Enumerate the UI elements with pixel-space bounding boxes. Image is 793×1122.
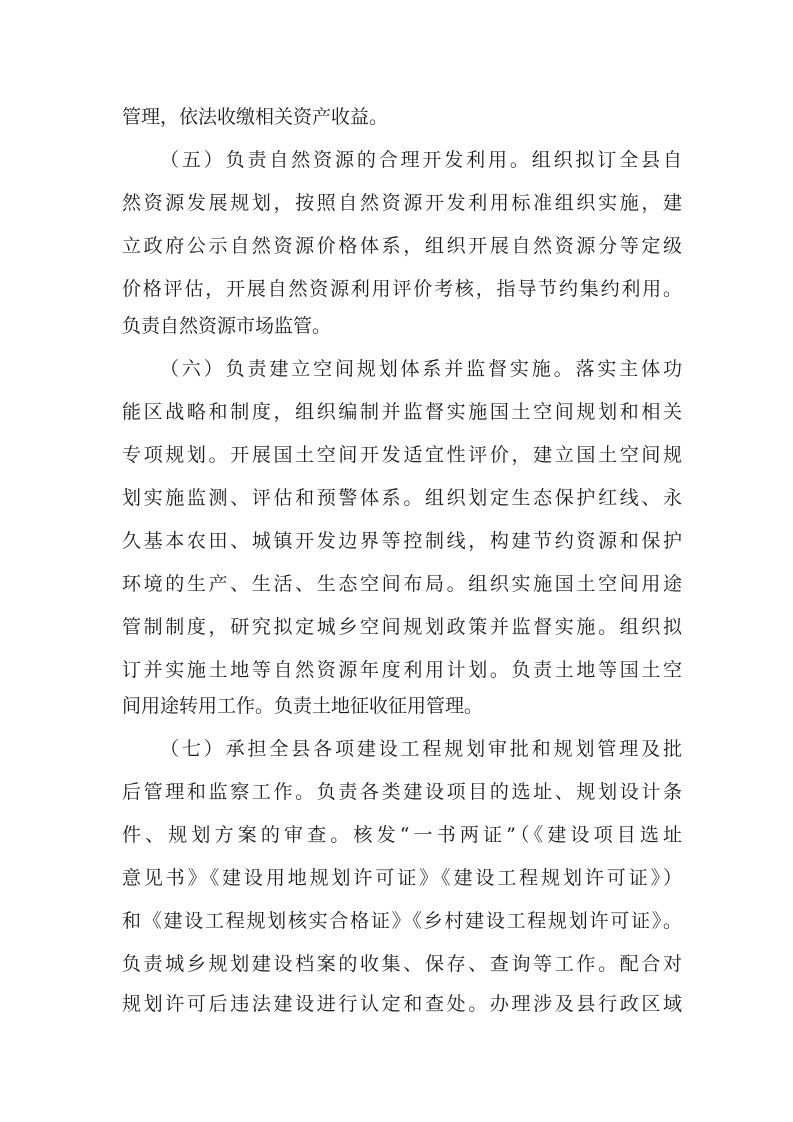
text-line: 后管理和监察工作。负责各类建设项目的选址、规划设计条 bbox=[122, 781, 682, 803]
text-line: 意见书》《建设用地规划许可证》《建设工程规划许可证》） bbox=[122, 867, 682, 889]
text-line: （五）负责自然资源的合理开发利用。组织拟订全县自 bbox=[160, 149, 682, 171]
text-line: （六）负责建立空间规划体系并监督实施。落实主体功 bbox=[160, 358, 682, 380]
text-line: （七）承担全县各项建设工程规划审批和规划管理及批 bbox=[160, 738, 682, 760]
text-line: 间用途转用工作。负责土地征收征用管理。 bbox=[122, 695, 484, 717]
text-line: 专项规划。开展国土空间开发适宜性评价，建立国土空间规 bbox=[122, 444, 682, 466]
text-line: 件、规划方案的审查。核发“一书两证”（《建设项目选址 bbox=[122, 824, 682, 846]
text-line: 能区战略和制度，组织编制并监督实施国土空间规划和相关 bbox=[122, 401, 682, 423]
text-line: 负责城乡规划建设档案的收集、保存、查询等工作。配合对 bbox=[122, 953, 682, 975]
text-line: 然资源发展规划，按照自然资源开发利用标准组织实施，建 bbox=[122, 192, 682, 214]
text-line: 管理，依法收缴相关资产收益。 bbox=[122, 106, 389, 128]
text-line: 规划许可后违法建设进行认定和查处。办理涉及县行政区域 bbox=[122, 993, 682, 1015]
text-line: 负责自然资源市场监管。 bbox=[122, 315, 332, 337]
text-line: 划实施监测、评估和预警体系。组织划定生态保护红线、永 bbox=[122, 487, 682, 509]
text-line: 订并实施土地等自然资源年度利用计划。负责土地等国土空 bbox=[122, 659, 682, 681]
text-line: 久基本农田、城镇开发边界等控制线，构建节约资源和保护 bbox=[122, 530, 682, 552]
text-line: 立政府公示自然资源价格体系，组织开展自然资源分等定级 bbox=[122, 235, 682, 257]
text-line: 价格评估，开展自然资源利用评价考核，指导节约集约利用。 bbox=[122, 278, 682, 300]
text-line: 管制制度，研究拟定城乡空间规划政策并监督实施。组织拟 bbox=[122, 616, 682, 638]
text-line: 和《建设工程规划核实合格证》《乡村建设工程规划许可证》。 bbox=[122, 910, 682, 932]
text-line: 环境的生产、生活、生态空间布局。组织实施国土空间用途 bbox=[122, 573, 682, 595]
